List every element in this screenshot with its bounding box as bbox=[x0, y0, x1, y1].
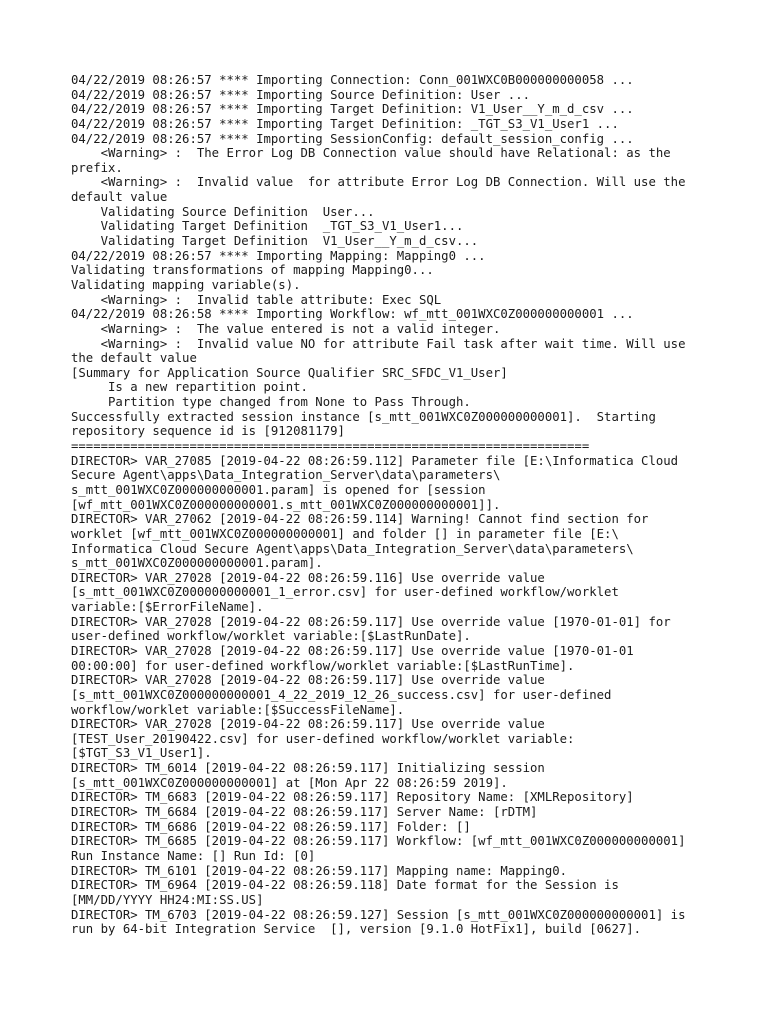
log-line: Successfully extracted session instance [s_mtt_001WXC0Z000000000001]. Starting bbox=[71, 409, 656, 424]
log-line: 04/22/2019 08:26:57 **** Importing SessionConfig: default_session_config ... bbox=[71, 131, 634, 146]
log-line: Secure Agent\apps\Data_Integration_Server\data\parameters\ bbox=[71, 468, 501, 483]
log-line bbox=[71, 937, 711, 952]
log-line: DIRECTOR> VAR_27028 [2019-04-22 08:26:59.117] Use override value bbox=[71, 717, 545, 732]
log-line-warning: <Warning> : Invalid value NO for attribute Fail task after wait time. Will use bbox=[71, 336, 686, 351]
log-line: DIRECTOR> TM_6683 [2019-04-22 08:26:59.117] Repository Name: [XMLRepository] bbox=[71, 790, 634, 805]
log-line: DIRECTOR> TM_6703 [2019-04-22 08:26:59.127] Session [s_mtt_001WXC0Z000000000001] is bbox=[71, 907, 686, 922]
log-line: user-defined workflow/worklet variable:[$LastRunDate]. bbox=[71, 629, 471, 644]
separator-line: ====================================================================== bbox=[71, 439, 590, 454]
log-line: Validating Target Definition V1_User__Y_m_d_csv... bbox=[71, 234, 479, 249]
log-line: variable:[$ErrorFileName]. bbox=[71, 600, 264, 615]
log-line: Run Instance Name: [] Run Id: [0] bbox=[71, 848, 316, 863]
log-line-warning: <Warning> : Invalid value for attribute Error Log DB Connection. Will use the bbox=[71, 175, 686, 190]
log-line: run by 64-bit Integration Service [], version [9.1.0 HotFix1], build [0627]. bbox=[71, 922, 642, 937]
log-line: [s_mtt_001WXC0Z000000000001] at [Mon Apr 22 08:26:59 2019]. bbox=[71, 775, 508, 790]
log-document bbox=[71, 73, 711, 951]
log-line: DIRECTOR> VAR_27085 [2019-04-22 08:26:59.112] Parameter file [E:\Informatica Cloud bbox=[71, 453, 679, 468]
log-line: [s_mtt_001WXC0Z000000000001_1_error.csv] for user-defined workflow/worklet bbox=[71, 585, 619, 600]
log-line: Partition type changed from None to Pass Through. bbox=[71, 395, 471, 410]
log-line: Validating Source Definition User... bbox=[71, 204, 375, 219]
log-line: [wf_mtt_001WXC0Z000000000001.s_mtt_001WXC0Z000000000001]]. bbox=[71, 497, 501, 512]
log-line: 04/22/2019 08:26:58 **** Importing Workflow: wf_mtt_001WXC0Z000000000001 ... bbox=[71, 307, 634, 322]
log-line: DIRECTOR> TM_6686 [2019-04-22 08:26:59.117] Folder: [] bbox=[71, 819, 471, 834]
log-line: DIRECTOR> TM_6014 [2019-04-22 08:26:59.117] Initializing session bbox=[71, 761, 545, 776]
log-line: 04/22/2019 08:26:57 **** Importing Mapping: Mapping0 ... bbox=[71, 248, 486, 263]
log-line: 04/22/2019 08:26:57 **** Importing Source Definition: User ... bbox=[71, 87, 531, 102]
log-line-warning: <Warning> : The value entered is not a valid integer. bbox=[71, 321, 501, 336]
log-line: 04/22/2019 08:26:57 **** Importing Connection: Conn_001WXC0B000000000058 ... bbox=[71, 73, 634, 87]
log-line: Validating mapping variable(s). bbox=[71, 277, 301, 292]
log-line-warning: <Warning> : The Error Log DB Connection value should have Relational: as the bbox=[71, 146, 671, 161]
log-line: DIRECTOR> VAR_27028 [2019-04-22 08:26:59.116] Use override value bbox=[71, 570, 545, 585]
log-line: 04/22/2019 08:26:57 **** Importing Target Definition: V1_User__Y_m_d_csv ... bbox=[71, 102, 634, 117]
log-line: 04/22/2019 08:26:57 **** Importing Target Definition: _TGT_S3_V1_User1 ... bbox=[71, 116, 619, 131]
log-line: DIRECTOR> VAR_27028 [2019-04-22 08:26:59.117] Use override value [1970-01-01 bbox=[71, 643, 634, 658]
log-line: the default value bbox=[71, 351, 197, 366]
log-line: DIRECTOR> TM_6101 [2019-04-22 08:26:59.117] Mapping name: Mapping0. bbox=[71, 863, 568, 878]
log-line: [MM/DD/YYYY HH24:MI:SS.US] bbox=[71, 892, 264, 907]
log-line: Validating Target Definition _TGT_S3_V1_User1... bbox=[71, 219, 464, 234]
log-line: Is a new repartition point. bbox=[71, 380, 308, 395]
log-line: [s_mtt_001WXC0Z000000000001_4_22_2019_12_26_success.csv] for user-defined bbox=[71, 687, 612, 702]
log-line: repository sequence id is [912081179] bbox=[71, 424, 345, 439]
log-line: DIRECTOR> VAR_27028 [2019-04-22 08:26:59.117] Use override value [1970-01-01] for bbox=[71, 614, 671, 629]
log-line: default value bbox=[71, 190, 168, 205]
log-line: Validating transformations of mapping Mapping0... bbox=[71, 263, 434, 278]
log-line: s_mtt_001WXC0Z000000000001.param]. bbox=[71, 556, 323, 571]
log-line: [TEST_User_20190422.csv] for user-defined workflow/worklet variable: bbox=[71, 731, 575, 746]
log-line: DIRECTOR> TM_6964 [2019-04-22 08:26:59.118] Date format for the Session is bbox=[71, 878, 619, 893]
log-line: [$TGT_S3_V1_User1]. bbox=[71, 746, 212, 761]
log-line: DIRECTOR> VAR_27028 [2019-04-22 08:26:59.117] Use override value bbox=[71, 673, 545, 688]
log-line: Informatica Cloud Secure Agent\apps\Data_Integration_Server\data\parameters\ bbox=[71, 541, 634, 556]
log-line: DIRECTOR> TM_6684 [2019-04-22 08:26:59.117] Server Name: [rDTM] bbox=[71, 805, 538, 820]
log-line: [Summary for Application Source Qualifier SRC_SFDC_V1_User] bbox=[71, 365, 508, 380]
log-line: DIRECTOR> TM_6685 [2019-04-22 08:26:59.117] Workflow: [wf_mtt_001WXC0Z000000000001] bbox=[71, 834, 686, 849]
log-line-warning: <Warning> : Invalid table attribute: Exec SQL bbox=[71, 292, 442, 307]
log-line: s_mtt_001WXC0Z000000000001.param] is opened for [session bbox=[71, 482, 486, 497]
log-line: 00:00:00] for user-defined workflow/worklet variable:[$LastRunTime]. bbox=[71, 658, 575, 673]
log-line: DIRECTOR> VAR_27062 [2019-04-22 08:26:59.114] Warning! Cannot find section for bbox=[71, 512, 649, 527]
log-line: prefix. bbox=[71, 160, 123, 175]
log-line: worklet [wf_mtt_001WXC0Z000000000001] and folder [] in parameter file [E:\ bbox=[71, 526, 619, 541]
log-line: workflow/worklet variable:[$SuccessFileName]. bbox=[71, 702, 405, 717]
